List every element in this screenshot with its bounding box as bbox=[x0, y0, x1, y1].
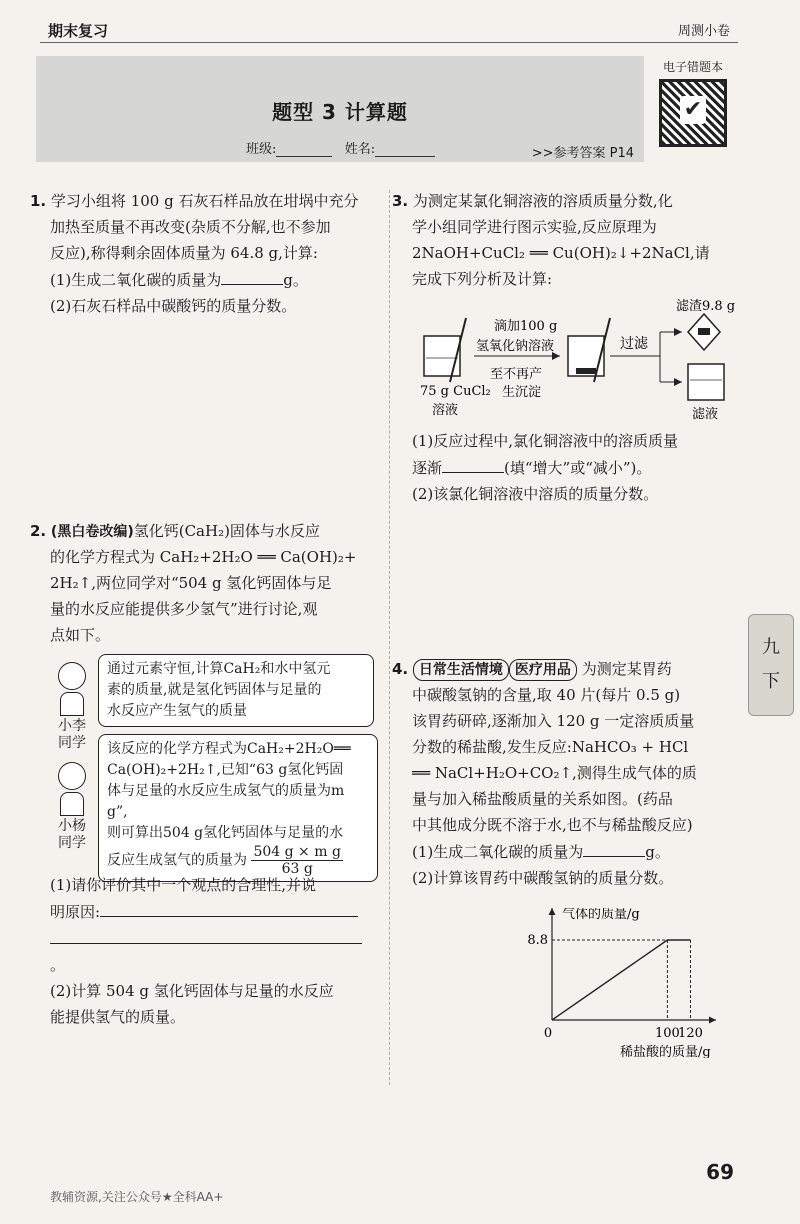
beaker-filtrate-icon bbox=[688, 364, 724, 400]
reagent-name: 氢氧化钠溶液 bbox=[476, 339, 555, 354]
y-tick-label: 8.8 bbox=[527, 933, 548, 948]
q2-sub2-line: 能提供氢气的质量。 bbox=[50, 1008, 186, 1026]
x-axis-label: 稀盐酸的质量/g bbox=[620, 1045, 711, 1058]
q2-line: 的化学方程式为 CaH₂+2H₂O ══ Ca(OH)₂+ bbox=[50, 548, 357, 566]
student-yang-figure bbox=[52, 762, 92, 852]
bubble-line: 体与足量的水反应生成氢气的质量为m g”, bbox=[107, 783, 345, 820]
name-blank[interactable] bbox=[375, 142, 435, 157]
bubble-line: 则可算出504 g氢化钙固体与足量的水 bbox=[107, 825, 344, 841]
student-yang-name: 小杨 bbox=[58, 818, 86, 834]
q1-line: 学习小组将 100 g 石灰石样品放在坩埚中充分 bbox=[50, 192, 359, 210]
filter-label: 过滤 bbox=[620, 336, 648, 352]
fraction-numerator: 504 g × m g bbox=[253, 844, 341, 860]
x-tick-label: 100 bbox=[654, 1026, 680, 1041]
q1-sub2: (2)石灰石样品中碳酸钙的质量分数。 bbox=[50, 297, 297, 315]
speech-bubble-yang bbox=[98, 734, 378, 882]
q4-line: 为测定某胃药 bbox=[581, 660, 672, 678]
q4-line: 中其他成分既不溶于水,也不与稀盐酸反应) bbox=[412, 816, 693, 834]
student-li-body bbox=[60, 692, 84, 716]
q3-sub2: (2)该氯化铜溶液中溶质的质量分数。 bbox=[412, 485, 659, 503]
left-beaker-label: 溶液 bbox=[432, 403, 459, 418]
q4-line: 量与加入稀盐酸质量的关系如图。(药品 bbox=[412, 790, 673, 808]
q4-context-tag: 日常生活情境 bbox=[413, 659, 509, 681]
q1-line: 加热至质量不再改变(杂质不分解,也不参加 bbox=[50, 218, 331, 236]
q3-experiment-diagram bbox=[410, 298, 740, 428]
grade-side-tab[interactable] bbox=[748, 614, 794, 716]
answer-reference: >>参考答案 P14 bbox=[531, 146, 634, 161]
q2-line: 量的水反应能提供多少氢气”进行讨论,观 bbox=[50, 600, 318, 618]
question-4 bbox=[392, 656, 752, 891]
name-label: 姓名: bbox=[344, 142, 376, 157]
student-yang-icon bbox=[58, 762, 86, 790]
reagent-until: 至不再产 bbox=[490, 367, 543, 382]
q3-number: 3. bbox=[392, 192, 409, 210]
q2-sub1-line: 明原因: bbox=[50, 903, 101, 921]
fraction-denominator: 63 g bbox=[281, 861, 313, 877]
bubble-line: 水反应产生氢气的质量 bbox=[107, 703, 247, 719]
left-beaker-label: 75 g CuCl₂ bbox=[420, 384, 491, 399]
student-fields bbox=[246, 138, 435, 157]
reagent-until: 生沉淀 bbox=[502, 385, 542, 400]
q4-line: ══ NaCl+H₂O+CO₂↑,测得生成气体的质 bbox=[412, 764, 697, 782]
question-2 bbox=[30, 518, 375, 648]
bubble-line: 通过元素守恒,计算CaH₂和水中氢元 bbox=[107, 661, 331, 677]
student-yang-name: 同学 bbox=[58, 835, 86, 851]
arrow-head-icon bbox=[674, 378, 682, 386]
q3-line: 完成下列分析及计算: bbox=[412, 270, 553, 288]
class-blank[interactable] bbox=[276, 142, 332, 157]
q1-answer-blank[interactable] bbox=[221, 266, 283, 285]
section-tag: 期末复习 bbox=[48, 22, 109, 40]
q2-sub1-line: (1)请你评价其中一个观点的合理性,并说 bbox=[50, 876, 317, 894]
q4-sub1-text: (1)生成二氧化碳的质量为 bbox=[412, 843, 584, 861]
column-divider bbox=[389, 190, 390, 1085]
qr-block bbox=[652, 58, 734, 158]
question-3 bbox=[392, 188, 747, 292]
residue-icon bbox=[698, 328, 710, 335]
q2-subquestions bbox=[50, 872, 375, 1030]
class-label: 班级: bbox=[246, 142, 277, 157]
header-rule bbox=[40, 42, 738, 43]
q4-number: 4. bbox=[392, 660, 409, 678]
x-axis-arrow-icon bbox=[709, 1017, 716, 1024]
q3-sub1-post: (填“增大”或“减小”)。 bbox=[504, 459, 652, 477]
footer-note: 教辅资源,关注公众号★全科AA+ bbox=[50, 1190, 224, 1204]
arrow-head-icon bbox=[674, 328, 682, 336]
student-li-figure bbox=[52, 662, 92, 752]
q1-line: 反应),称得剩余固体质量为 64.8 g,计算: bbox=[50, 244, 318, 262]
q1-sub1-text: (1)生成二氧化碳的质量为 bbox=[50, 271, 222, 289]
bubble-line: 该反应的化学方程式为CaH₂+2H₂O══ bbox=[107, 741, 351, 757]
y-axis-label: 气体的质量/g bbox=[562, 908, 640, 922]
q1-number: 1. bbox=[30, 192, 47, 210]
qr-code-icon[interactable] bbox=[659, 79, 727, 147]
q4-line: 中碳酸氢钠的含量,取 40 片(每片 0.5 g) bbox=[412, 686, 681, 704]
filtrate-label: 滤液 bbox=[692, 407, 719, 422]
bubble-line: 素的质量,就是氢化钙固体与足量的 bbox=[107, 682, 322, 698]
q4-answer-blank[interactable] bbox=[583, 838, 645, 857]
q4-sub2: (2)计算该胃药中碳酸氢钠的质量分数。 bbox=[412, 869, 674, 887]
q4-sub1-unit: g。 bbox=[645, 843, 670, 861]
q3-sub1-line: (1)反应过程中,氯化铜溶液中的溶质质量 bbox=[412, 432, 679, 450]
residue-label: 滤渣9.8 g bbox=[676, 299, 736, 314]
student-li-name: 小李 bbox=[58, 718, 86, 734]
series-line bbox=[552, 940, 690, 1020]
student-yang-body bbox=[60, 792, 84, 816]
q2-sub1-end: 。 bbox=[50, 956, 66, 974]
term-label: 下 bbox=[762, 671, 780, 692]
question-1 bbox=[30, 188, 375, 319]
q1-sub1-unit: g。 bbox=[283, 271, 308, 289]
page-title: 题型 3 计算题 bbox=[272, 100, 408, 124]
precipitate-icon bbox=[576, 368, 596, 374]
q2-line: 氢化钙(CaH₂)固体与水反应 bbox=[133, 522, 320, 540]
q2-sub2-line: (2)计算 504 g 氢化钙固体与足量的水反应 bbox=[50, 982, 334, 1000]
student-li-icon bbox=[58, 662, 86, 690]
x-tick-label: 120 bbox=[678, 1026, 703, 1041]
bubble-line: 反应生成氢气的质量为 bbox=[107, 852, 247, 869]
q2-reason-blank[interactable] bbox=[100, 898, 358, 917]
student-li-name: 同学 bbox=[58, 735, 86, 751]
x-tick-label: 0 bbox=[543, 1026, 553, 1041]
speech-bubble-li bbox=[98, 654, 374, 727]
page-number: 69 bbox=[706, 1160, 734, 1184]
reagent-amount: 滴加100 g bbox=[494, 319, 558, 334]
title-banner bbox=[36, 56, 644, 162]
beaker-left-icon bbox=[424, 336, 460, 376]
bubble-line: Ca(OH)₂+2H₂↑,已知“63 g氢化钙固 bbox=[107, 762, 344, 778]
header-right: 周测小卷 bbox=[677, 24, 730, 39]
y-axis-arrow-icon bbox=[549, 908, 556, 915]
q4-topic-tag: 医疗用品 bbox=[509, 659, 577, 681]
q2-reason-blank-2[interactable] bbox=[50, 925, 362, 944]
q2-source-tag: (黑白卷改编) bbox=[50, 524, 134, 540]
qr-label: 电子错题本 bbox=[662, 60, 723, 74]
gas-mass-chart bbox=[500, 908, 750, 1058]
q3-line: 为测定某氯化铜溶液的溶质质量分数,化 bbox=[412, 192, 673, 210]
q2-number: 2. bbox=[30, 522, 47, 540]
grade-label: 九 bbox=[762, 637, 780, 658]
q4-line: 分数的稀盐酸,发生反应:NaHCO₃ + HCl bbox=[412, 738, 689, 756]
q2-line: 点如下。 bbox=[50, 626, 111, 644]
q3-answer-blank[interactable] bbox=[442, 454, 504, 473]
q3-line: 学小组同学进行图示实验,反应原理为 bbox=[412, 218, 657, 236]
q3-line: 2NaOH+CuCl₂ ══ Cu(OH)₂↓+2NaCl,请 bbox=[412, 244, 710, 262]
q3-sub1-mid: 逐渐 bbox=[412, 459, 443, 477]
q4-line: 该胃药研碎,逐渐加入 120 g 一定溶质质量 bbox=[412, 712, 695, 730]
q2-line: 2H₂↑,两位同学对“504 g 氢化钙固体与足 bbox=[50, 574, 332, 592]
q3-subquestions bbox=[412, 428, 747, 507]
